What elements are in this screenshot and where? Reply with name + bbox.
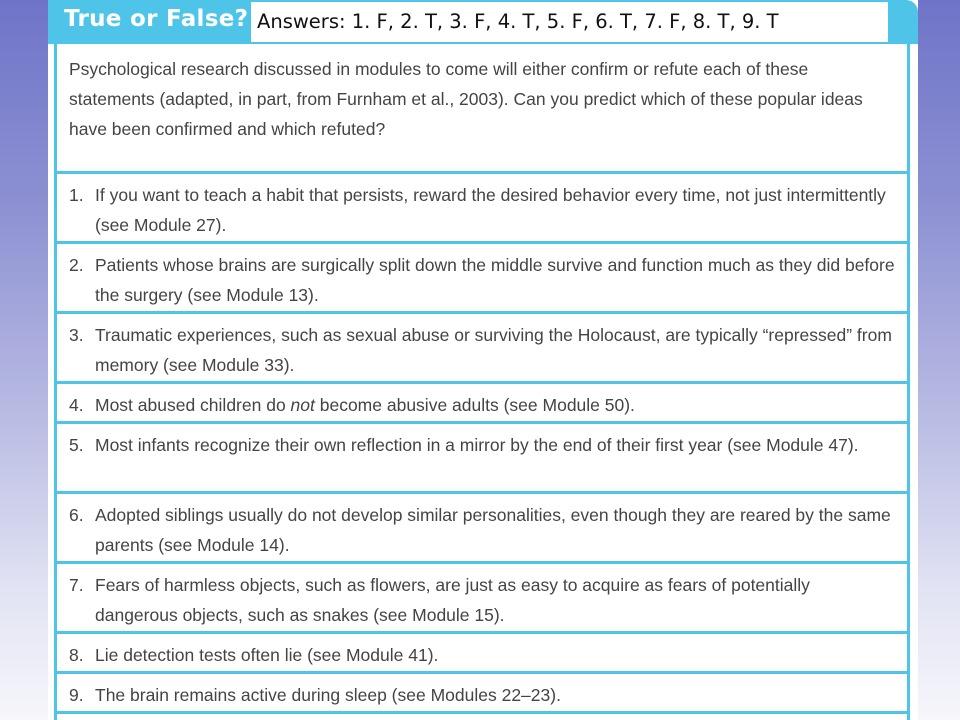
statement-number: 5. [69,435,84,455]
statement-emphasis: not [290,395,315,415]
statement-text: Traumatic experiences, such as sexual abuse or surviving the Holocaust, are typically “repressed” from memory (see Module 33). [95,325,892,375]
statement-text: Patients whose brains are surgically split down the middle survive and function much as they did before the surgery (see Module 13). [95,255,895,305]
header-banner [48,0,918,44]
intro-cell [57,44,907,174]
statement-text: Fears of harmless objects, such as flowers, are just as easy to acquire as fears of potentially dangerous objects, such as snakes (see Module 15). [95,575,810,625]
statement-row [57,634,907,674]
statement-text: Lie detection tests often lie (see Module 41). [95,645,439,665]
statement-number: 9. [69,685,84,705]
statement-text [95,390,895,420]
statement-number: 6. [69,505,84,525]
statement-number: 4. [69,395,84,415]
panel-title: True or False? [64,6,249,32]
statement-row [57,674,907,714]
statement-number: 7. [69,575,84,595]
statement-text: If you want to teach a habit that persists, reward the desired behavior every time, not just intermittently (see Module 27). [95,185,886,235]
statement-row [57,244,907,314]
statement-number: 8. [69,645,84,665]
statement-row [57,424,907,494]
statement-row [57,494,907,564]
statement-number: 2. [69,255,84,275]
statement-number: 1. [69,185,84,205]
statement-table [54,44,910,720]
true-false-panel [48,0,918,720]
statement-text: Most infants recognize their own reflection in a mirror by the end of their first year (see Module 47). [95,435,859,455]
statement-row [57,314,907,384]
answer-key: Answers: 1. F, 2. T, 3. F, 4. T, 5. F, 6. T, 7. F, 8. T, 9. T [251,2,888,42]
statement-row [57,564,907,634]
statement-text: The brain remains active during sleep (see Modules 22–23). [95,685,561,705]
statement-text: Adopted siblings usually do not develop similar personalities, even though they are reared by the same parents (see Module 14). [95,505,891,555]
statement-text-part: become abusive adults (see Module 50). [314,395,635,415]
intro-text: Psychological research discussed in modules to come will either confirm or refute each of these statements (adapted, in part, from Furnham et al., 2003). Can you predict which of these popular ideas have been confirmed and which refuted? [69,59,863,139]
statement-row [57,384,907,424]
statement-number: 3. [69,325,84,345]
statement-row [57,174,907,244]
statement-text-part: Most abused children do [95,395,291,415]
